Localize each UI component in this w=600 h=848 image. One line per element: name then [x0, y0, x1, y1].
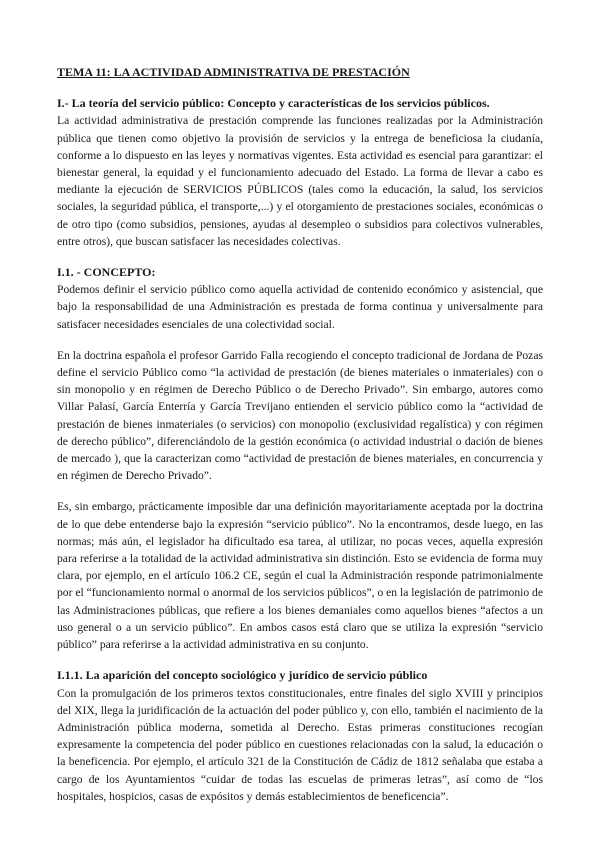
- section-heading-aparicion: I.1.1. La aparición del concepto sociológico y jurídico de servicio público: [57, 668, 428, 683]
- page-title: TEMA 11: LA ACTIVIDAD ADMINISTRATIVA DE PRESTACIÓN: [57, 65, 410, 79]
- paragraph-actividad: La actividad administrativa de prestación comprende las funciones realizadas por la Administración pública que tienen como objetivo la provisión de servicios y la entrega de beneficiosa la ciudanía, conforme a lo dispuesto en las leyes y normativas vigentes. Esta actividad es esencial para garantizar: el bienestar general, la equidad y el funcionamiento adecuado del Estado. La forma de llevar a cabo es mediante la ejecución de SERVICIOS PÚBLICOS (tales como la educación, la salud, los servicios sociales, la seguridad pública, el transporte,...) y el otorgamiento de prestaciones sociales, económicas o de otro tipo (como subsidios, pensiones, ayudas al desempleo o subsidios para colectivos vulnerables, entre otros), que buscan satisfacer las necesidades colectivas.: [57, 114, 543, 248]
- paragraph-expresion: Es, sin embargo, prácticamente imposible dar una definición mayoritariamente aceptada por la doctrina de lo que debe entenderse bajo la expresión “servicio público”. No la encontramos, desde luego, en las normas; más aún, el legislador ha dificultado esa tarea, al utilizar, no pocas veces, aquella expresión para referirse a la totalidad de la actividad administrativa sin distinción. Esto se evidencia de forma muy clara, por ejemplo, en el artículo 106.2 CE, según el cual la Administración responde patrimonialmente por el “funcionamiento normal o anormal de los servicios públicos”, o en la legislación de patrimonio de las Administraciones públicas, que refiere a los bienes demaniales como aquellos bienes “afectos a un uso general o a un servicio público”. En ambos casos está claro que se utiliza la expresión “servicio público” para referirse a la actividad administrativa en su conjunto.: [57, 500, 543, 652]
- section-heading-teoria: I.- La teoría del servicio público: Concepto y características de los servicios públicos.: [57, 96, 490, 111]
- paragraph-constitucion: Con la promulgación de los primeros textos constitucionales, entre finales del siglo XVIII y principios del XIX, llega la juridificación de la actuación del poder público y, con ello, también el nacimiento de la Administración pública moderna, sometida al Derecho. Estas primeras constituciones recogían expresamente la competencia del poder público en cuestiones relacionadas con la salud, la educación o la beneficencia. Por ejemplo, el artículo 321 de la Constitución de Cádiz de 1812 señalaba que estaba a cargo de los Ayuntamientos “cuidar de todas las escuelas de primeras letras”, así como de “los hospitales, hospicios, casas de expósitos y demás establecimientos de beneficencia”.: [57, 686, 543, 803]
- paragraph-definicion: Podemos definir el servicio público como aquella actividad de contenido económico y asistencial, que bajo la responsabilidad de una Administración es prestada de forma continua y universalmente para satisfacer necesidades esenciales de una colectividad social.: [57, 283, 543, 331]
- document-page: [57, 64, 543, 805]
- paragraph-doctrina: En la doctrina española el profesor Garrido Falla recogiendo el concepto tradicional de Jordana de Pozas define el servicio Público como “la actividad de prestación (de bienes materiales o inmateriales) con o sin monopolio y en régimen de Derecho Público o de Derecho Privado”. Sin embargo, autores como Villar Palasí, García Enterría y García Trevijano entienden el servicio público como la “actividad de prestación de bienes inmateriales (o servicios) con monopolio (exclusividad regalística) y con régimen de derecho público”, diferenciándolo de la gestión económica (o actividad industrial o dación de bienes de mercado ), que la caracterizan como “actividad de prestación de bienes materiales, en concurrencia y en régimen de Derecho Privado”.: [57, 348, 543, 483]
- section-heading-concepto: I.1. - CONCEPTO:: [57, 265, 156, 280]
